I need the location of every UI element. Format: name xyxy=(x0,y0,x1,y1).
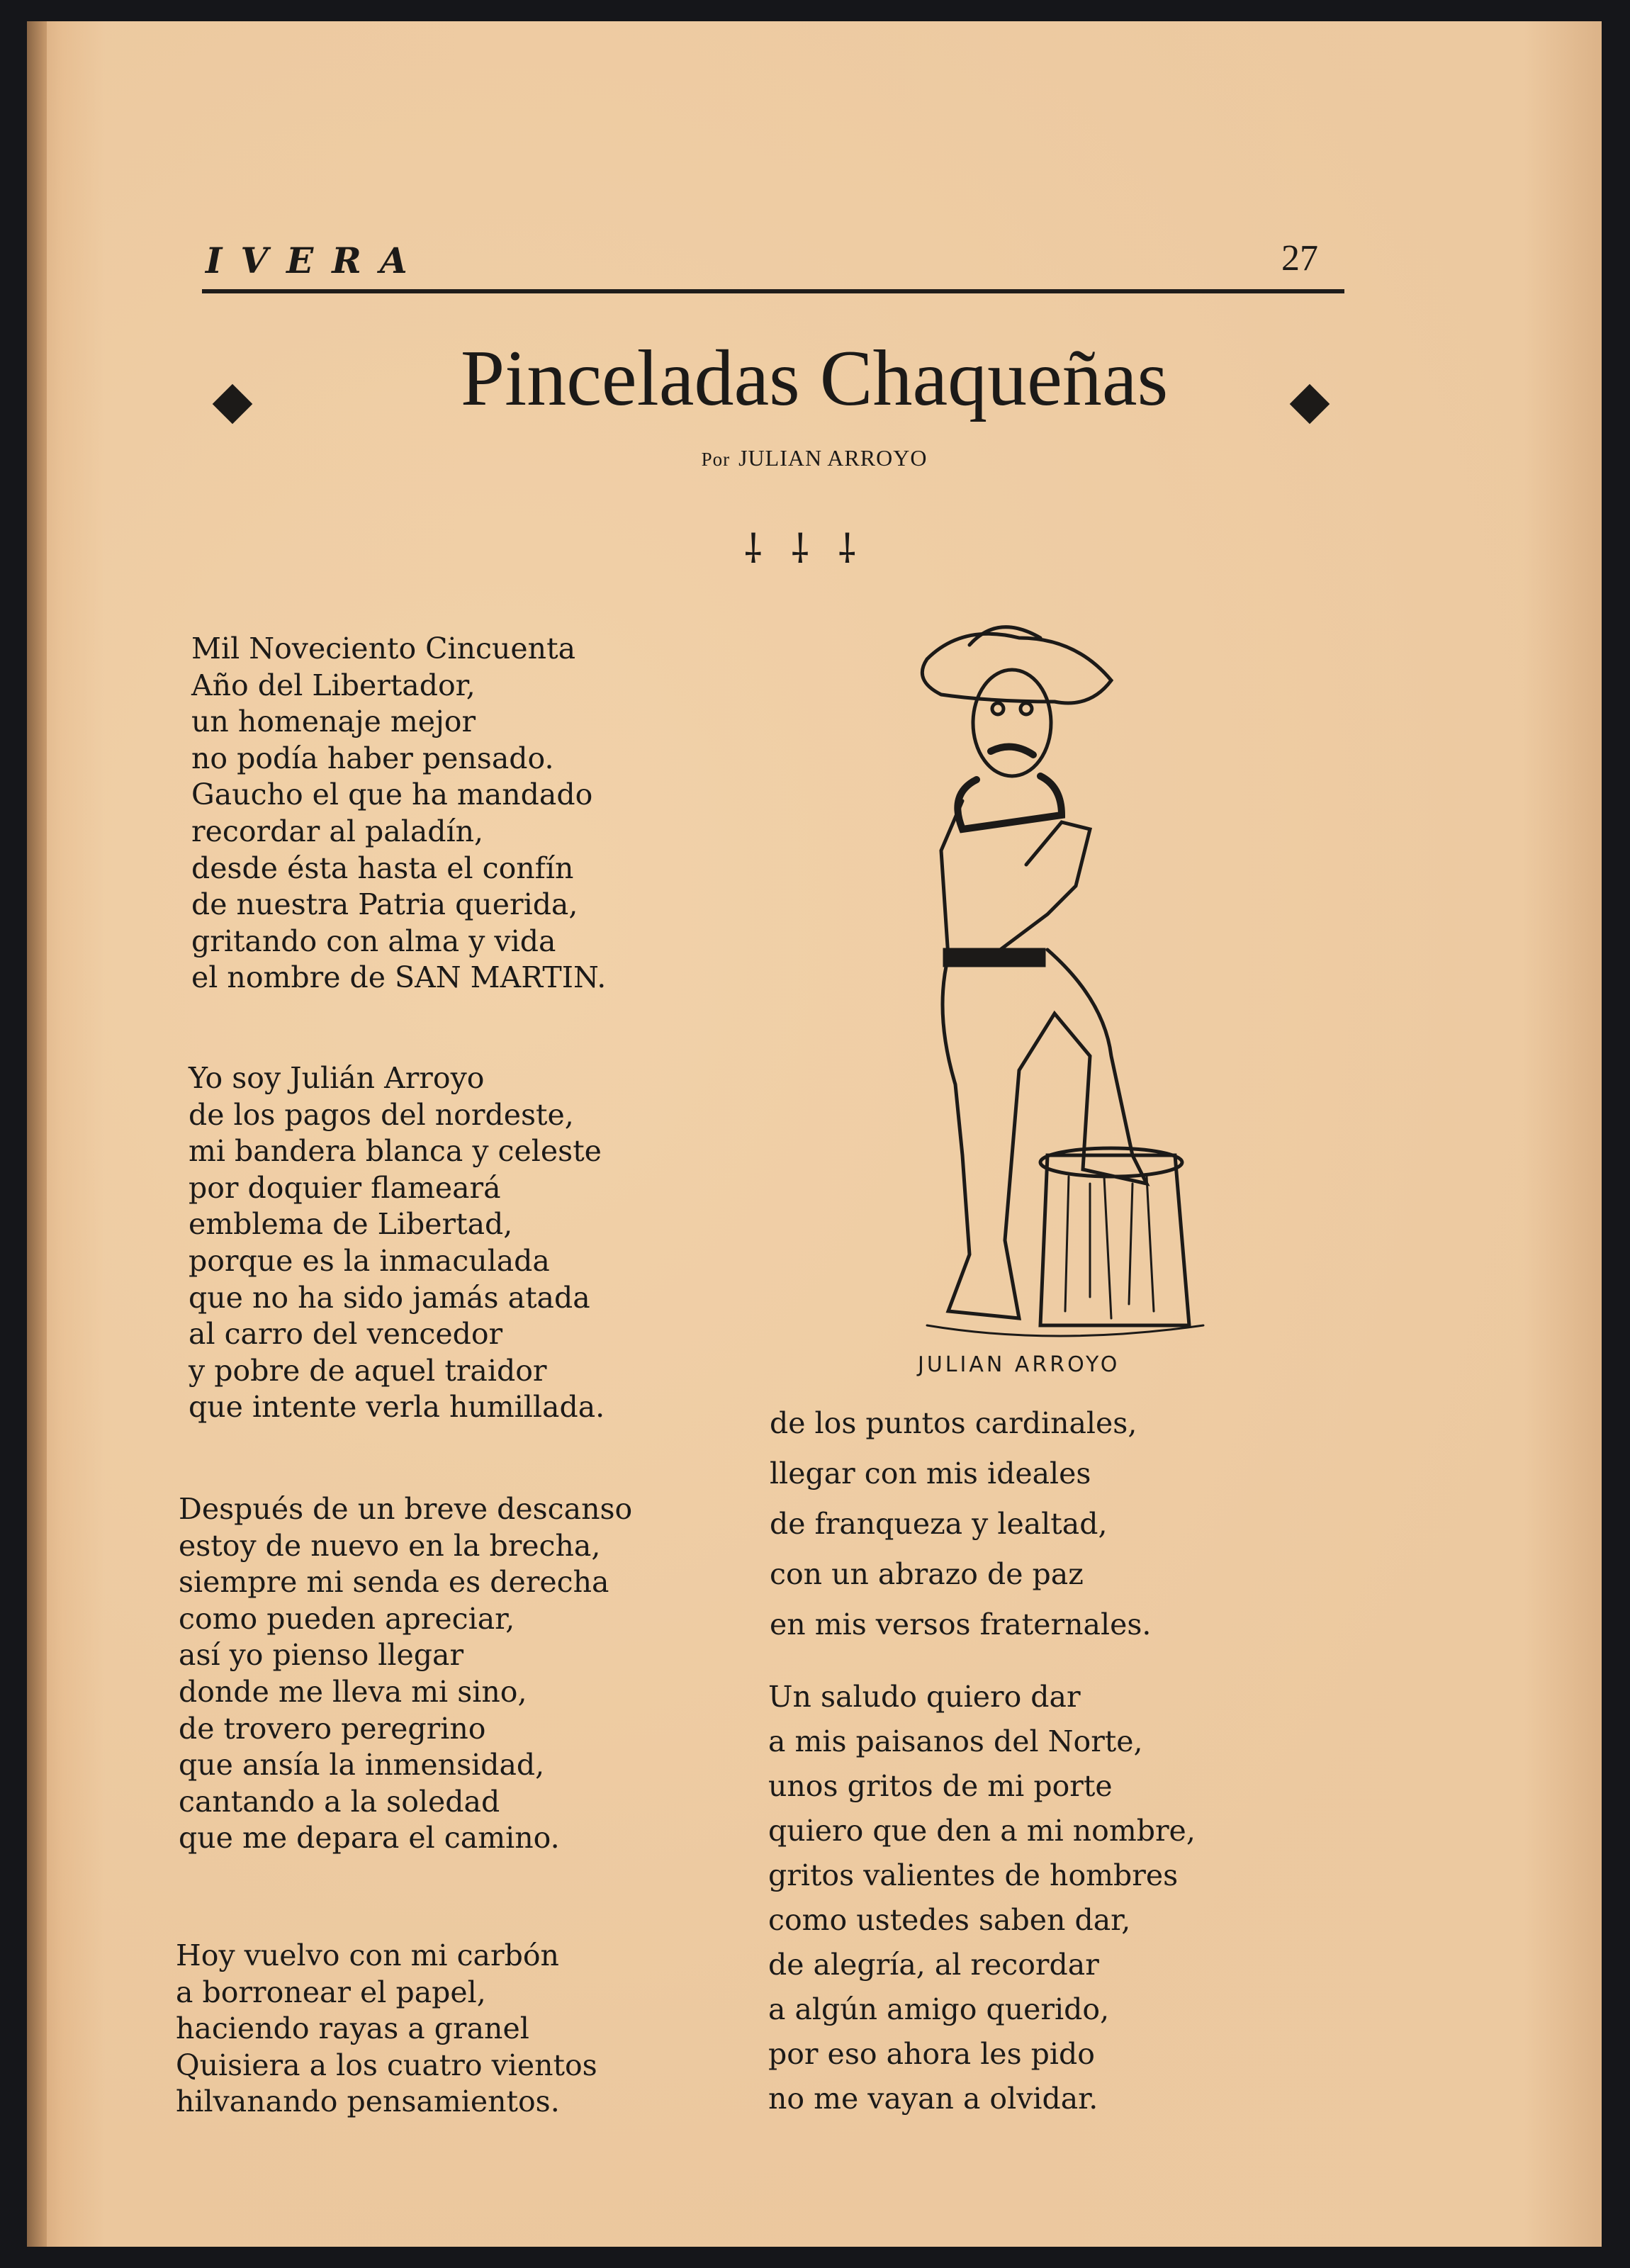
header-rule xyxy=(202,289,1344,293)
verse-line: en mis versos fraternales. xyxy=(770,1607,1152,1641)
verse-line: Año del Libertador, xyxy=(191,668,476,702)
verse-line: gritando con alma y vida xyxy=(191,924,556,958)
verse-line: con un abrazo de paz xyxy=(770,1557,1084,1591)
verse-line: de los puntos cardinales, xyxy=(770,1406,1137,1440)
stanza-5 xyxy=(770,1398,1151,1650)
verse-line: unos gritos de mi porte xyxy=(768,1769,1113,1803)
verse-line: cantando a la soledad xyxy=(179,1784,500,1819)
verse-line: de franqueza y lealtad, xyxy=(770,1507,1108,1541)
verse-line: llegar con mis ideales xyxy=(770,1456,1091,1491)
verse-line: mi bandera blanca y celeste xyxy=(189,1134,602,1169)
author-name: JULIAN ARROYO xyxy=(738,445,928,471)
verse-line: que intente verla humillada. xyxy=(189,1390,605,1425)
verse-line: que me depara el camino. xyxy=(179,1821,560,1856)
verse-line: Mil Noveciento Cincuenta xyxy=(191,631,576,666)
verse-line: no podía haber pensado. xyxy=(191,741,554,775)
page-number: 27 xyxy=(1281,238,1318,279)
verse-line: quiero que den a mi nombre, xyxy=(768,1814,1196,1848)
verse-line: haciendo rayas a granel xyxy=(176,2011,529,2046)
verse-line: desde ésta hasta el confín xyxy=(191,850,574,885)
verse-line: emblema de Libertad, xyxy=(189,1207,513,1242)
verse-line: recordar al paladín, xyxy=(191,814,484,848)
verse-line: Gaucho el que ha mandado xyxy=(191,777,593,812)
verse-line: Después de un breve descanso xyxy=(179,1492,633,1526)
byline-prefix: Por xyxy=(701,449,731,470)
verse-line: de alegría, al recordar xyxy=(768,1948,1099,1982)
verse-line: un homenaje mejor xyxy=(191,704,476,739)
verse-line: a mis paisanos del Norte, xyxy=(768,1724,1143,1758)
verse-line: siempre mi senda es derecha xyxy=(179,1565,609,1600)
verse-line: como ustedes saben dar, xyxy=(768,1903,1131,1937)
verse-line: a algún amigo querido, xyxy=(768,1992,1110,2026)
verse-line: Yo soy Julián Arroyo xyxy=(189,1061,485,1095)
verse-line: no me vayan a olvidar. xyxy=(768,2082,1098,2116)
verse-line: por eso ahora les pido xyxy=(768,2037,1095,2071)
magazine-name: IVERA xyxy=(206,240,426,281)
verse-line: que no ha sido jamás atada xyxy=(189,1280,590,1315)
magazine-page xyxy=(27,21,1602,2247)
stanza-4 xyxy=(176,1938,597,2121)
verse-line: Quisiera a los cuatro vientos xyxy=(176,2048,597,2082)
verse-line: a borronear el papel, xyxy=(176,1975,486,2009)
article-title: Pinceladas Chaqueñas xyxy=(460,335,1169,422)
verse-line: al carro del vencedor xyxy=(189,1317,503,1352)
verse-line: que ansía la inmensidad, xyxy=(179,1748,545,1783)
illustration-caption: JULIAN ARROYO xyxy=(918,1352,1120,1377)
verse-line: de los pagos del nordeste, xyxy=(189,1097,574,1132)
verse-line: Un saludo quiero dar xyxy=(768,1680,1081,1714)
verse-line: gritos valientes de hombres xyxy=(768,1858,1179,1892)
byline xyxy=(27,445,1602,471)
verse-line: porque es la inmaculada xyxy=(189,1243,550,1278)
verse-line: así yo pienso llegar xyxy=(179,1638,464,1673)
stanza-6 xyxy=(768,1675,1196,2121)
verse-line: el nombre de SAN MARTIN. xyxy=(191,960,607,995)
verse-line: como pueden apreciar, xyxy=(179,1601,515,1636)
verse-line: hilvanando pensamientos. xyxy=(176,2084,560,2119)
verse-line: de nuestra Patria querida, xyxy=(191,887,578,922)
verse-line: por doquier flameará xyxy=(189,1170,501,1205)
verse-line: donde me lleva mi sino, xyxy=(179,1674,527,1709)
tree-ornaments-icon: ⸸⸸⸸ xyxy=(743,527,885,573)
verse-line: Hoy vuelvo con mi carbón xyxy=(176,1938,559,1972)
stanza-1 xyxy=(191,631,606,997)
verse-line: y pobre de aquel traidor xyxy=(189,1353,547,1388)
verse-line: de trovero peregrino xyxy=(179,1711,486,1746)
stanza-3 xyxy=(179,1491,632,1857)
gaucho-illustration xyxy=(877,617,1246,1354)
verse-line: estoy de nuevo en la brecha, xyxy=(179,1528,601,1563)
stanza-2 xyxy=(189,1060,605,1426)
